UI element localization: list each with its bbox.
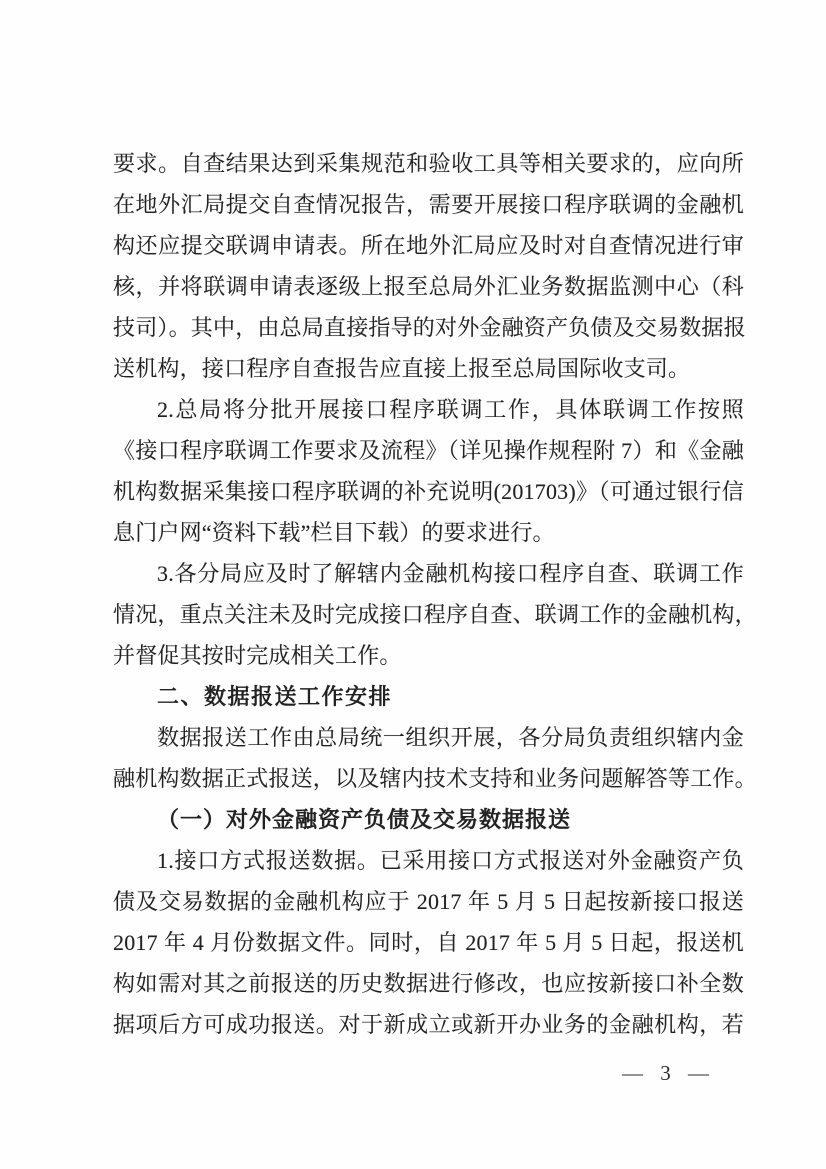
text-line: （一）对外金融资产负债及交易数据报送: [157, 807, 572, 832]
text-line: 情况，重点关注未及时完成接口程序自查、联调工作的金融机构，: [113, 602, 757, 627]
heading-subsection-1: [113, 799, 744, 840]
page-number: — 3 —: [622, 1061, 710, 1085]
text-line: 送机构，接口程序自查报告应直接上报至总局国际收支司。: [113, 356, 691, 381]
text-line: 核，并将联调申请表逐级上报至总局外汇业务数据监测中心（科: [113, 274, 744, 299]
paragraph-section-2-intro: [113, 717, 757, 799]
text-line: 数据报送工作由总局统一组织开展，各分局负责组织辖内金: [157, 725, 744, 750]
text-line: 2.总局将分批开展接口程序联调工作，具体联调工作按照: [157, 397, 744, 422]
paragraph-item-3: [113, 553, 757, 676]
paragraph-item-1-interface: [113, 840, 744, 1045]
text-line: 1.接口方式报送数据。已采用接口方式报送对外金融资产负: [157, 848, 744, 873]
text-line: 并督促其按时完成相关工作。: [113, 643, 402, 668]
text-line: 2017 年 4 月份数据文件。同时，自 2017 年 5 月 5 日起，报送机: [113, 930, 744, 955]
text-line: 在地外汇局提交自查情况报告，需要开展接口程序联调的金融机: [113, 192, 744, 217]
text-line: 技司）。其中，由总局直接指导的对外金融资产负债及交易数据报: [113, 315, 746, 340]
document-body: [113, 143, 757, 1045]
heading-section-2: [113, 676, 744, 717]
text-line: 债及交易数据的金融机构应于 2017 年 5 月 5 日起按新接口报送: [113, 889, 744, 914]
paragraph-item-2: [113, 389, 744, 553]
text-line: 3.各分局应及时了解辖内金融机构接口程序自查、联调工作: [157, 561, 744, 586]
text-line: 构如需对其之前报送的历史数据进行修改，也应按新接口补全数: [113, 971, 744, 996]
text-line: 要求。自查结果达到采集规范和验收工具等相关要求的，应向所: [113, 151, 744, 176]
text-line: 融机构数据正式报送，以及辖内技术支持和业务问题解答等工作。: [113, 766, 757, 791]
paragraph-continuation: [113, 143, 744, 389]
text-line: 二、数据报送工作安排: [157, 684, 393, 709]
text-line: 机构数据采集接口程序联调的补充说明(201703)》（可通过银行信: [113, 479, 744, 504]
text-line: 息门户网“资料下载”栏目下载）的要求进行。: [113, 520, 555, 545]
text-line: 《接口程序联调工作要求及流程》（详见操作规程附 7）和《金融: [113, 438, 744, 463]
text-line: 构还应提交联调申请表。所在地外汇局应及时对自查情况进行审: [113, 233, 744, 258]
text-line: 据项后方可成功报送。对于新成立或新开办业务的金融机构，若: [113, 1012, 744, 1037]
